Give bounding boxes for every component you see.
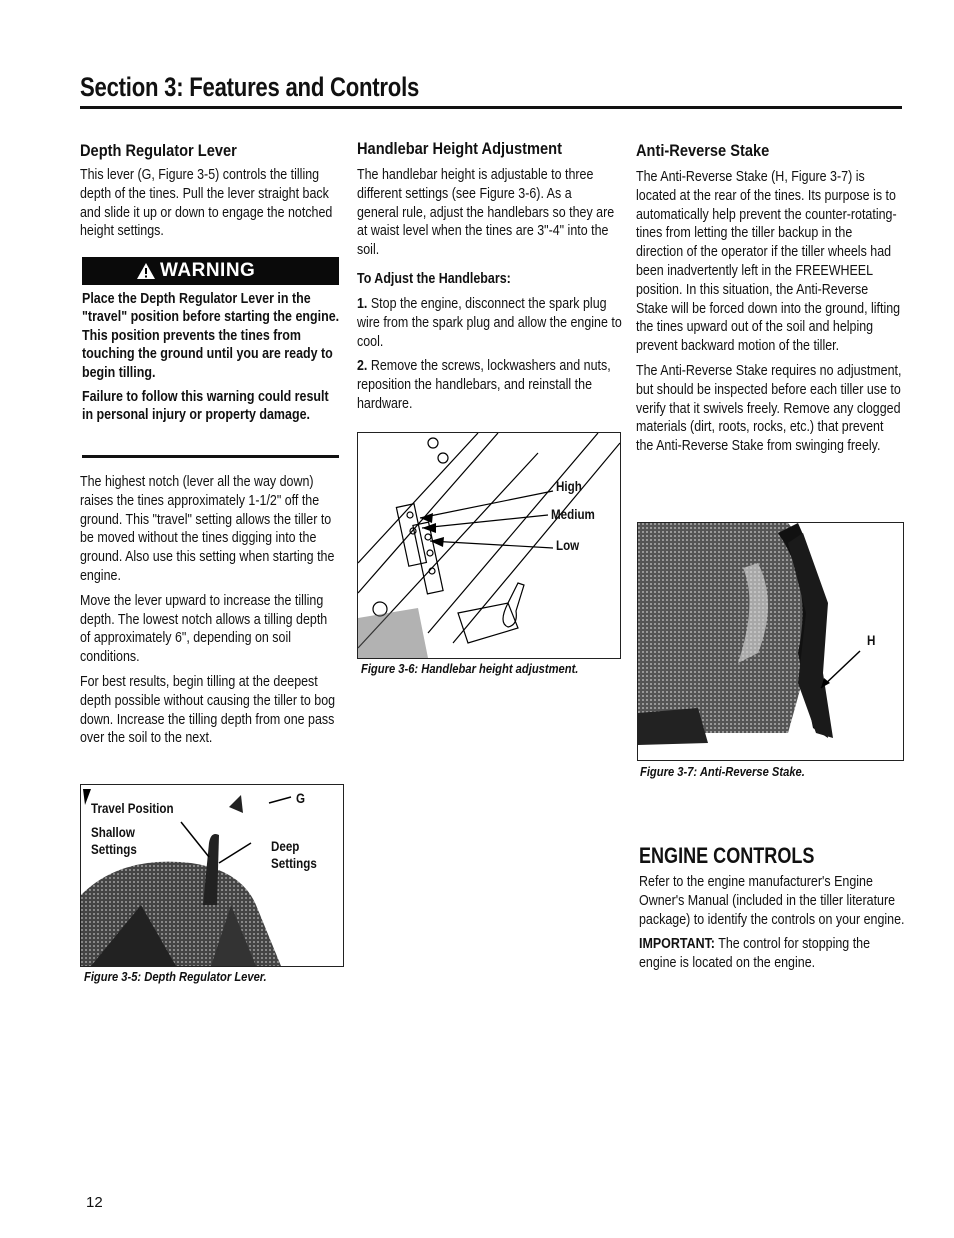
section-title: Section 3: Features and Controls bbox=[80, 72, 420, 102]
figure-3-5-caption: Figure 3-5: Depth Regulator Lever. bbox=[84, 969, 267, 984]
engine-controls-heading: ENGINE CONTROLS bbox=[639, 843, 815, 868]
step-1-number: 1. bbox=[357, 296, 368, 312]
deep-settings-label-1: Deep bbox=[271, 839, 300, 854]
warning-paragraph-2: Failure to follow this warning could result in personal injury or property damage. bbox=[82, 389, 329, 424]
warning-label: WARNING bbox=[160, 260, 256, 281]
depth-regulator-heading: Depth Regulator Lever bbox=[80, 141, 237, 160]
anti-reverse-heading: Anti-Reverse Stake bbox=[636, 141, 770, 160]
engine-controls-body bbox=[639, 873, 906, 979]
figure-anti-reverse-stake bbox=[637, 522, 904, 761]
handlebar-step-1 bbox=[357, 295, 622, 351]
handlebar-step-2 bbox=[357, 357, 622, 413]
warning-triangle-icon bbox=[136, 262, 156, 280]
warning-paragraph-1: Place the Depth Regulator Lever in the "travel" position before starting the engine. This position prevents the tines from touching the ground until you are ready to begin tilling. bbox=[82, 291, 340, 381]
travel-position-label: Travel Position bbox=[91, 801, 174, 816]
depth-paragraph-1: The highest notch (lever all the way down) raises the tines approximately 1-1/2" off the ground. This "travel" setting allows the tiller to be moved without the tines digging into the ground. Also use this setting when starting the engine. bbox=[80, 474, 335, 584]
anti-reverse-paragraph-2: The Anti-Reverse Stake requires no adjustment, but should be inspected before each tiller use to verify that it swivels freely. Remove any clogged materials (dirt, roots, rocks, etc.) that prevent the Anti-Reverse Stake from swinging freely. bbox=[636, 362, 902, 455]
important-text: The control for stopping the engine is located on the engine. bbox=[639, 936, 871, 972]
high-label: High bbox=[556, 479, 582, 494]
deep-settings-label-2: Settings bbox=[271, 856, 317, 871]
stake-h-label: H bbox=[867, 633, 876, 648]
depth-paragraph-2: Move the lever upward to increase the tilling depth. The lowest notch allows a tilling depth of approximately 6", depending on soil conditions. bbox=[80, 592, 328, 666]
shallow-settings-label-1: Shallow bbox=[91, 825, 135, 840]
medium-label: Medium bbox=[551, 507, 595, 522]
depth-regulator-body bbox=[80, 473, 338, 754]
handlebar-steps bbox=[357, 295, 622, 420]
anti-reverse-illustration bbox=[638, 523, 903, 760]
step-2-number: 2. bbox=[357, 358, 368, 375]
figure-handlebar-height bbox=[357, 432, 621, 659]
page-number: 12 bbox=[86, 1194, 103, 1211]
handlebar-heading: Handlebar Height Adjustment bbox=[357, 139, 562, 158]
step-2-text: Remove the screws, lockwashers and nuts, reposition the handlebars, and reinstall the hardware. bbox=[357, 358, 611, 412]
handlebar-intro: The handlebar height is adjustable to three different settings (see Figure 3-6). As a general rule, adjust the handlebars so they are at waist level when the tines are 3"-4" into the soil. bbox=[357, 167, 615, 259]
engine-important-paragraph bbox=[639, 935, 906, 973]
important-label: IMPORTANT: bbox=[639, 936, 715, 953]
warning-banner bbox=[82, 257, 339, 285]
warning-divider bbox=[82, 455, 339, 458]
figure-3-6-caption: Figure 3-6: Handlebar height adjustment. bbox=[361, 661, 579, 676]
anti-reverse-body bbox=[636, 168, 903, 462]
engine-controls-paragraph: Refer to the engine manufacturer's Engine Owner's Manual (included in the tiller literature package) to identify the controls on your engine. bbox=[639, 874, 905, 928]
lever-g-label: G bbox=[296, 791, 306, 806]
figure-depth-regulator bbox=[80, 784, 344, 967]
warning-text bbox=[82, 290, 340, 431]
depth-regulator-intro: This lever (G, Figure 3-5) controls the tilling depth of the tines. Pull the lever straight back and slide it up or down to engage the notched height settings. bbox=[80, 167, 333, 240]
anti-reverse-paragraph-1: The Anti-Reverse Stake (H, Figure 3-7) is located at the rear of the tines. Its purpose is to automatically help prevent the counter-rotating-tines from letting the tiller backup in the direction of the operator if the tiller wheels had been inadvertently left in the FREEWHEEL position. In this situation, the Anti-Reverse Stake will be forced down into the ground, lifting the tines upward out of the soil and helping prevent backward motion of the tiller. bbox=[636, 169, 901, 355]
handlebar-subheading: To Adjust the Handlebars: bbox=[357, 271, 511, 287]
shallow-settings-label-2: Settings bbox=[91, 842, 137, 857]
figure-3-7-caption: Figure 3-7: Anti-Reverse Stake. bbox=[640, 764, 805, 779]
handlebar-illustration bbox=[358, 433, 620, 658]
step-1-text: Stop the engine, disconnect the spark plug wire from the spark plug and allow the engine to cool. bbox=[357, 296, 622, 350]
low-label: Low bbox=[556, 538, 580, 553]
title-divider bbox=[80, 106, 902, 109]
depth-paragraph-3: For best results, begin tilling at the deepest depth possible without causing the tiller to bog down. Increase the tilling depth from one pass over the soil to the next. bbox=[80, 673, 336, 747]
